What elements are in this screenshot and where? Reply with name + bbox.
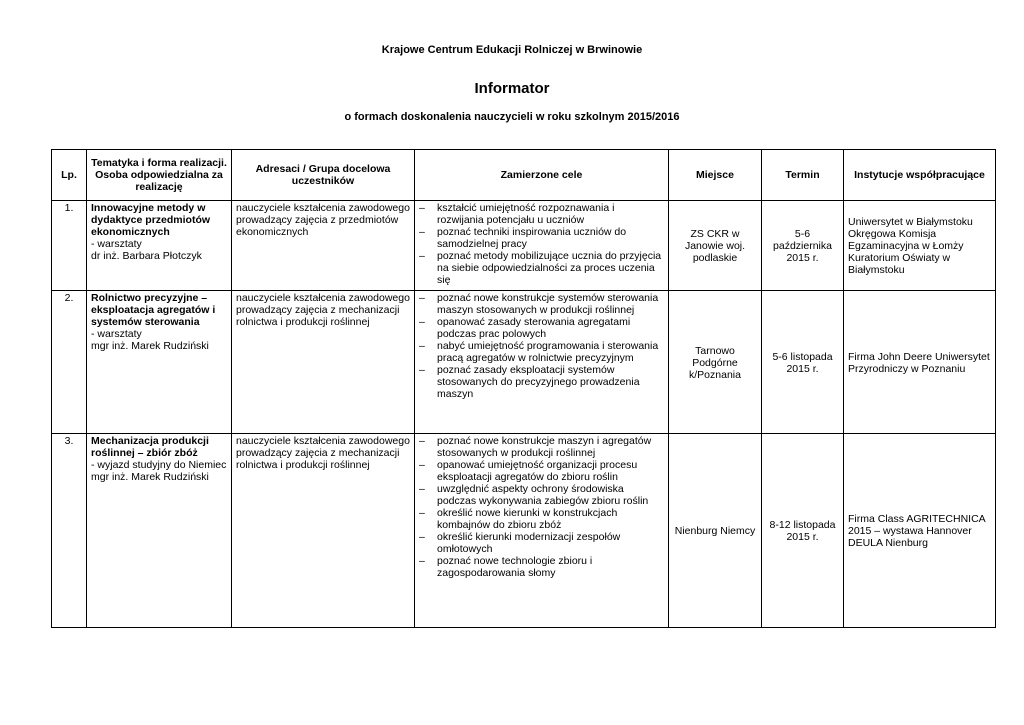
row-number: 1.: [52, 201, 87, 291]
goals-list: [419, 435, 664, 579]
goal-item: – określić nowe kierunki w konstrukcjach kombajnów do zbioru zbóż: [419, 507, 664, 531]
table-row: [52, 291, 996, 434]
goals-cell: [415, 291, 669, 434]
topic-cell: [87, 291, 232, 434]
audience-cell: nauczyciele kształcenia zawodowego prowadzący zajęcia z przedmiotów ekonomicznych: [232, 201, 415, 291]
goal-item: – określić kierunki modernizacji zespołów omłotowych: [419, 531, 664, 555]
partners-cell: Uniwersytet w Białymstoku Okręgowa Komisja Egzaminacyjna w Łomży Kuratorium Oświaty w Białymstoku: [844, 201, 996, 291]
goal-item: – poznać zasady eksploatacji systemów stosowanych do precyzyjnego prowadzenia maszyn: [419, 364, 664, 400]
header-partners: Instytucje współpracujące: [844, 150, 996, 201]
header-goals: Zamierzone cele: [415, 150, 669, 201]
header-place: Miejsce: [669, 150, 762, 201]
goal-item: – nabyć umiejętność programowania i sterowania pracą agregatów w rolnictwie precyzyjnym: [419, 340, 664, 364]
place-cell: Nienburg Niemcy: [669, 434, 762, 628]
goal-item: – opanować zasady sterowania agregatami podczas prac polowych: [419, 316, 664, 340]
topic-person: mgr inż. Marek Rudziński: [91, 471, 209, 483]
header-topic: Tematyka i forma realizacji. Osoba odpowiedzialna za realizację: [87, 150, 232, 201]
topic-cell: [87, 434, 232, 628]
goals-cell: [415, 201, 669, 291]
table-header-row: [52, 150, 996, 201]
goals-cell: [415, 434, 669, 628]
table-row: [52, 434, 996, 628]
topic-person: mgr inż. Marek Rudziński: [91, 340, 209, 352]
topic-form: - wyjazd studyjny do Niemiec: [91, 459, 227, 471]
table-row: [52, 201, 996, 291]
document-title: Informator: [474, 80, 550, 97]
row-number: 2.: [52, 291, 87, 434]
goals-list: [419, 202, 664, 286]
topic-title: Rolnictwo precyzyjne – eksploatacja agregatów i systemów sterowania: [91, 292, 216, 328]
training-table: [51, 149, 996, 628]
goal-item: – poznać techniki inspirowania uczniów do samodzielnej pracy: [419, 226, 664, 250]
date-cell: 8-12 listopada 2015 r.: [762, 434, 844, 628]
row-number: 3.: [52, 434, 87, 628]
audience-cell: nauczyciele kształcenia zawodowego prowadzący zajęcia z mechanizacji rolnictwa i produkcji roślinnej: [232, 434, 415, 628]
place-cell: ZS CKR w Janowie woj. podlaskie: [669, 201, 762, 291]
goals-list: [419, 292, 664, 400]
topic-form: - warsztaty: [91, 238, 142, 250]
place-cell: Tarnowo Podgórne k/Poznania: [669, 291, 762, 434]
goal-item: – poznać metody mobilizujące ucznia do przyjęcia na siebie odpowiedzialności za proces uczenia się: [419, 250, 664, 286]
audience-cell: nauczyciele kształcenia zawodowego prowadzący zajęcia z mechanizacji rolnictwa i produkcji roślinnej: [232, 291, 415, 434]
document-subtitle: o formach doskonalenia nauczycieli w roku szkolnym 2015/2016: [344, 111, 680, 123]
topic-cell: [87, 201, 232, 291]
partners-cell: Firma John Deere Uniwersytet Przyrodniczy w Poznaniu: [844, 291, 996, 434]
goal-item: – opanować umiejętność organizacji procesu eksploatacji agregatów do zbioru roślin: [419, 459, 664, 483]
header-date: Termin: [762, 150, 844, 201]
date-cell: 5-6 października 2015 r.: [762, 201, 844, 291]
header-lp: Lp.: [52, 150, 87, 201]
goal-item: – poznać nowe technologie zbioru i zagospodarowania słomy: [419, 555, 664, 579]
goal-item: – uwzględnić aspekty ochrony środowiska podczas wykonywania zabiegów zbioru roślin: [419, 483, 664, 507]
topic-person: dr inż. Barbara Płotczyk: [91, 250, 202, 262]
topic-title: Innowacyjne metody w dydaktyce przedmiotów ekonomicznych: [91, 202, 211, 238]
goal-item: – poznać nowe konstrukcje systemów sterowania maszyn stosowanych w produkcji roślinnej: [419, 292, 664, 316]
organization-name: Krajowe Centrum Edukacji Rolniczej w Brwinowie: [381, 44, 643, 56]
goal-item: – poznać nowe konstrukcje maszyn i agregatów stosowanych w produkcji roślinnej: [419, 435, 664, 459]
topic-title: Mechanizacja produkcji roślinnej – zbiór zbóż: [91, 435, 209, 459]
goal-item: – kształcić umiejętność rozpoznawania i rozwijania potencjału u uczniów: [419, 202, 664, 226]
date-cell: 5-6 listopada 2015 r.: [762, 291, 844, 434]
partners-cell: Firma Class AGRITECHNICA 2015 – wystawa Hannover DEULA Nienburg: [844, 434, 996, 628]
header-audience: Adresaci / Grupa docelowa uczestników: [232, 150, 415, 201]
topic-form: - warsztaty: [91, 328, 142, 340]
